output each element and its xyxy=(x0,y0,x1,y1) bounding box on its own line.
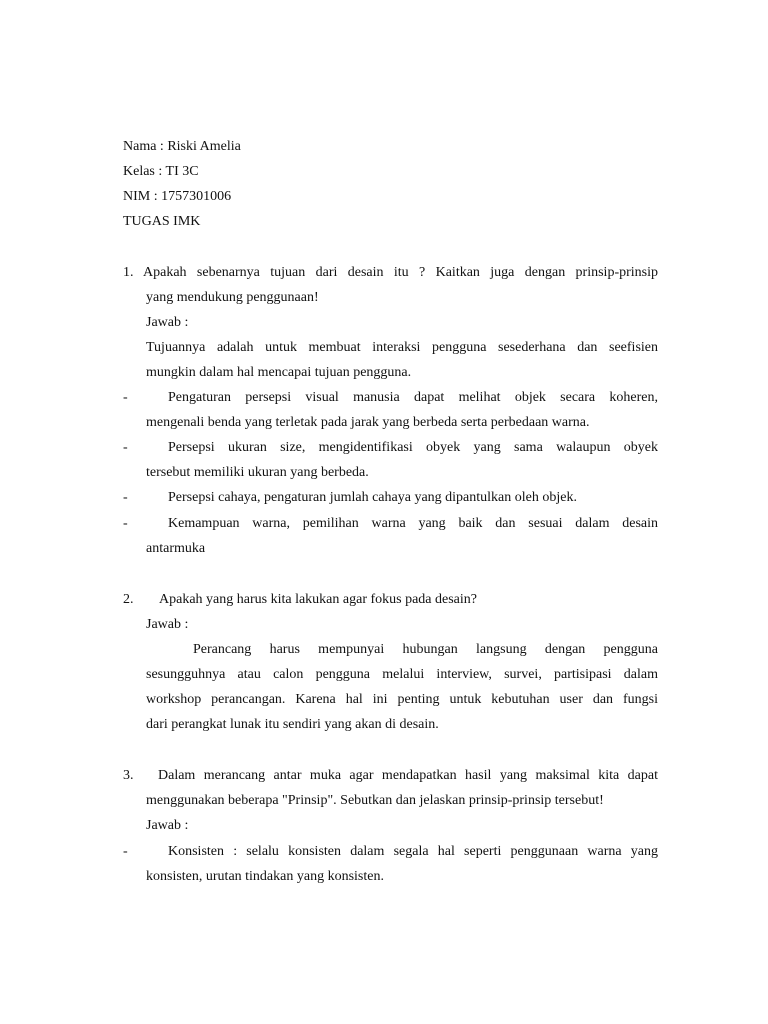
student-nim: NIM : 1757301006 xyxy=(123,189,232,204)
q1-answer-line2: mungkin dalam hal mencapai tujuan pengguna. xyxy=(146,365,412,380)
bullet-dash: - xyxy=(123,390,128,405)
q1-answer-label: Jawab : xyxy=(146,315,189,330)
student-name: Nama : Riski Amelia xyxy=(123,139,241,154)
q3-question-line1: Dalam merancang antar muka agar mendapatkan hasil yang maksimal kita dapat xyxy=(158,768,658,783)
bullet-dash: - xyxy=(123,440,128,455)
q2-answer-line4: dari perangkat lunak itu sendiri yang akan di desain. xyxy=(146,717,439,732)
q2-answer-line2: sesungguhnya atau calon pengguna melalui interview, survei, partisipasi dalam xyxy=(146,667,658,682)
q1-bullet3-line1: Persepsi cahaya, pengaturan jumlah cahaya yang dipantulkan oleh objek. xyxy=(168,490,577,505)
q1-bullet4-line1: Kemampuan warna, pemilihan warna yang baik dan sesuai dalam desain xyxy=(168,516,658,531)
q3-bullet1-line1: Konsisten : selalu konsisten dalam segala hal seperti penggunaan warna yang xyxy=(168,844,658,859)
q1-answer-line1: Tujuannya adalah untuk membuat interaksi pengguna sesederhana dan seefisien xyxy=(146,340,658,355)
q1-bullet1-line2: mengenali benda yang terletak pada jarak yang berbeda serta perbedaan warna. xyxy=(146,415,590,430)
q1-bullet2-line1: Persepsi ukuran size, mengidentifikasi obyek yang sama walaupun obyek xyxy=(168,440,658,455)
q3-question-line2: menggunakan beberapa "Prinsip". Sebutkan dan jelaskan prinsip-prinsip tersebut! xyxy=(146,793,604,808)
q3-answer-label: Jawab : xyxy=(146,818,189,833)
q2-number: 2. xyxy=(123,592,134,607)
q1-question-line2: yang mendukung penggunaan! xyxy=(146,290,319,305)
assignment-title: TUGAS IMK xyxy=(123,214,201,229)
q2-answer-label: Jawab : xyxy=(146,617,189,632)
q1-bullet4-line2: antarmuka xyxy=(146,541,206,556)
q1-number: 1. xyxy=(123,265,134,280)
q1-bullet2-line2: tersebut memiliki ukuran yang berbeda. xyxy=(146,465,369,480)
q2-answer-line3: workshop perancangan. Karena hal ini penting untuk kebutuhan user dan fungsi xyxy=(146,692,658,707)
bullet-dash: - xyxy=(123,844,128,859)
q3-number: 3. xyxy=(123,768,134,783)
q1-bullet1-line1: Pengaturan persepsi visual manusia dapat melihat objek secara koheren, xyxy=(168,390,658,405)
bullet-dash: - xyxy=(123,490,128,505)
bullet-dash: - xyxy=(123,516,128,531)
q3-bullet1-line2: konsisten, urutan tindakan yang konsisten. xyxy=(146,869,384,884)
q2-question: Apakah yang harus kita lakukan agar fokus pada desain? xyxy=(159,592,477,607)
student-class: Kelas : TI 3C xyxy=(123,164,199,179)
q1-question-line1: Apakah sebenarnya tujuan dari desain itu ? Kaitkan juga dengan prinsip-prinsip xyxy=(143,265,658,280)
q2-answer-line1: Perancang harus mempunyai hubungan langsung dengan pengguna xyxy=(193,642,658,657)
